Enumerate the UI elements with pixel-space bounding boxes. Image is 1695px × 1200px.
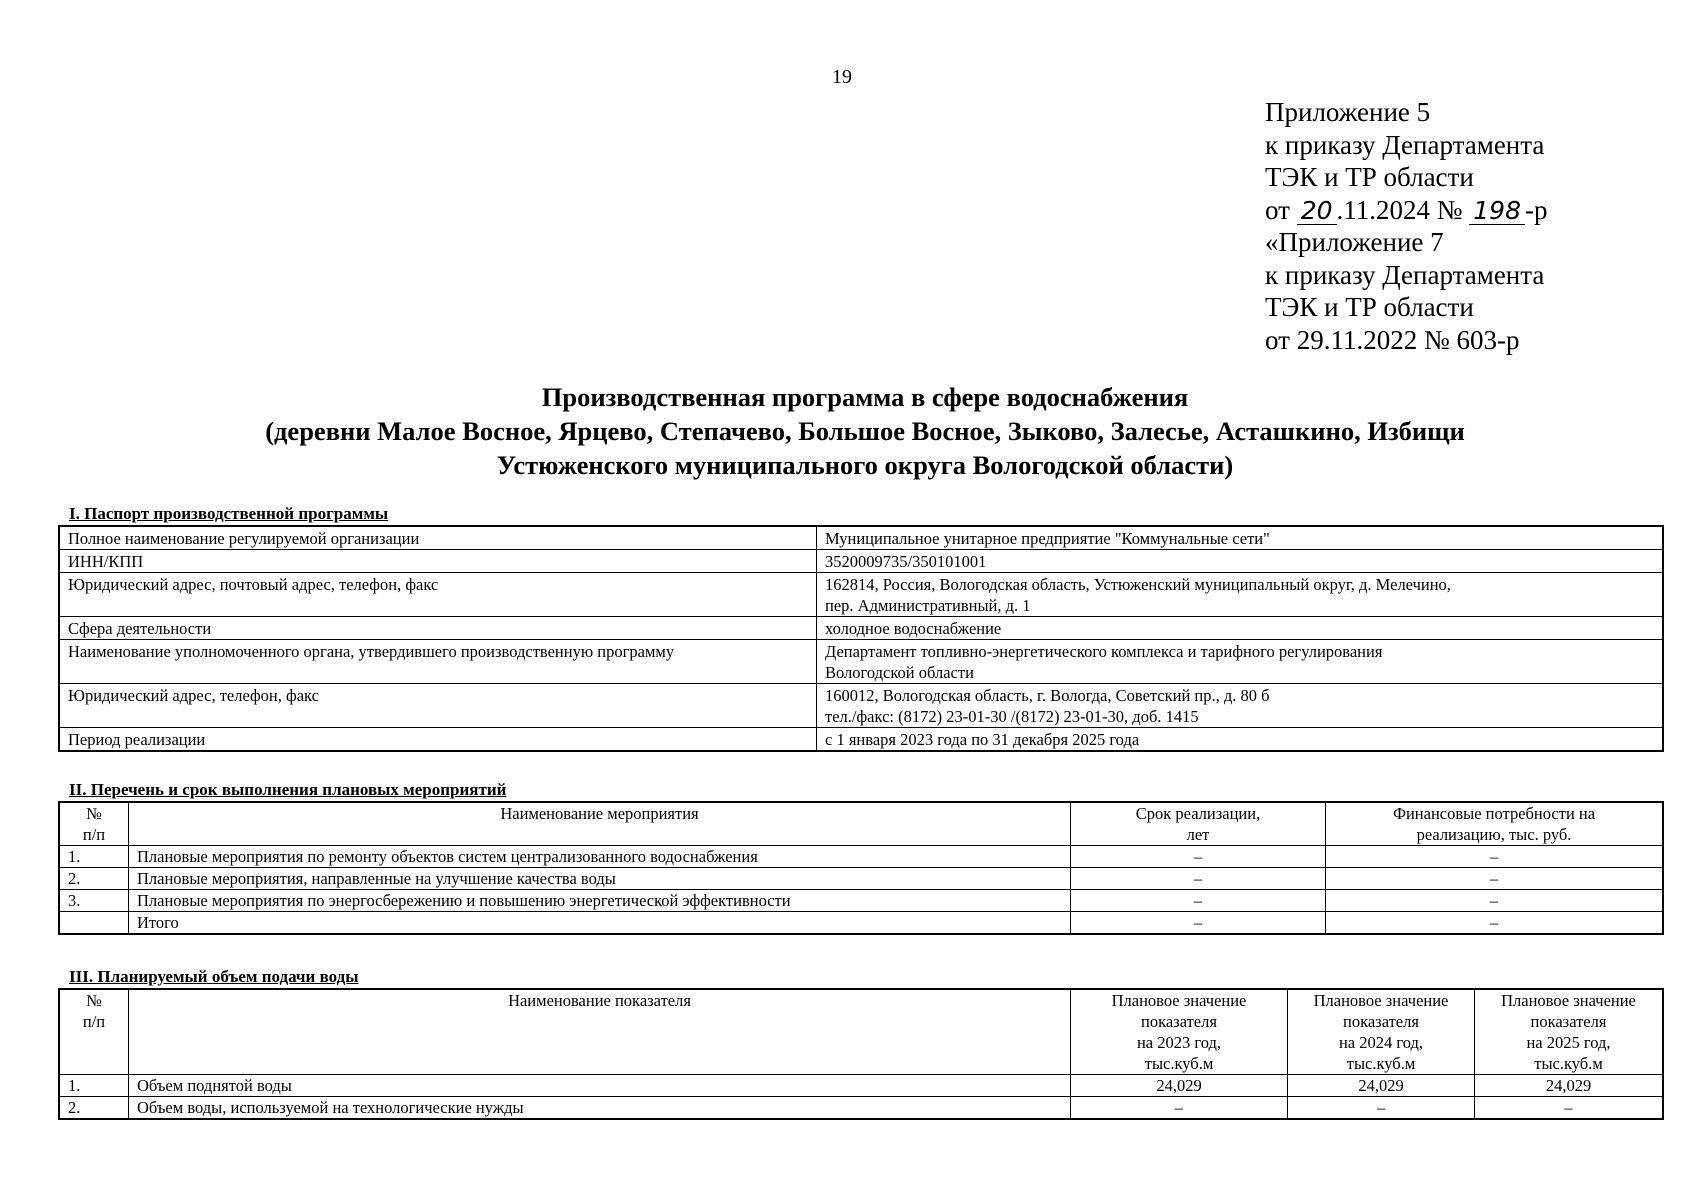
- header-line: №: [86, 991, 102, 1010]
- table-cell: –: [1475, 1097, 1664, 1120]
- table-row: [59, 617, 1663, 640]
- section-3-title: III. Планируемый объем подачи воды: [69, 967, 359, 986]
- header-line: лет: [1186, 825, 1210, 844]
- header-line: Плановое значение: [1501, 991, 1636, 1010]
- table-row: [59, 868, 1663, 890]
- header-line: тыс.куб.м: [1534, 1054, 1603, 1073]
- table-row: [59, 640, 1663, 684]
- table-row: [59, 1075, 1663, 1097]
- cell-line: 160012, Вологодская область, г. Вологда, Советский пр., д. 80 б: [825, 686, 1270, 705]
- header-line: Срок реализации,: [1135, 804, 1261, 823]
- table-cell: 24,029: [1071, 1075, 1288, 1097]
- header-cell: [1326, 802, 1664, 846]
- appendix-line: «Приложение 7: [1265, 227, 1444, 257]
- appendix-line: ТЭК и ТР области: [1265, 162, 1474, 192]
- table-cell: –: [1326, 846, 1664, 868]
- table-row: [59, 890, 1663, 912]
- table-cell: 2.: [59, 868, 129, 890]
- table-cell: Наименование уполномоченного органа, утвердившего производственную программу: [59, 640, 817, 684]
- table-cell: Объем поднятой воды: [129, 1075, 1071, 1097]
- header-line: №: [86, 804, 102, 823]
- table-cell: [817, 640, 1664, 684]
- title-line: Производственная программа в сфере водоснабжения: [541, 382, 1189, 412]
- table-cell: Плановые мероприятия по энергосбережению и повышению энергетической эффективности: [129, 890, 1071, 912]
- header-cell: Наименование показателя: [129, 989, 1071, 1075]
- appendix-line: Приложение 5: [1265, 97, 1431, 127]
- table-cell: –: [1326, 868, 1664, 890]
- order-prefix: от: [1265, 194, 1297, 225]
- table-cell: [817, 684, 1664, 728]
- header-line: на 2025 год,: [1526, 1033, 1611, 1052]
- table-cell: –: [1071, 868, 1326, 890]
- handwritten-number: 198: [1469, 198, 1525, 225]
- table-cell: [817, 573, 1664, 617]
- order-date-line: [1265, 194, 1548, 227]
- table-cell: ИНН/КПП: [59, 550, 817, 573]
- table-cell: Плановые мероприятия, направленные на улучшение качества воды: [129, 868, 1071, 890]
- header-line: п/п: [82, 825, 106, 844]
- title-line: (деревни Малое Восное, Ярцево, Степачево, Большое Восное, Зыково, Залесье, Асташкино, Избищи: [265, 416, 1465, 446]
- header-line: на 2023 год,: [1136, 1033, 1222, 1052]
- table-cell: Итого: [129, 912, 1071, 935]
- cell-line: 162814, Россия, Вологодская область, Устюженский муниципальный округ, д. Мелечино,: [825, 575, 1451, 594]
- cell-line: пер. Административный, д. 1: [825, 596, 1031, 615]
- table-cell: Сфера деятельности: [59, 617, 817, 640]
- table-cell: с 1 января 2023 года по 31 декабря 2025 года: [817, 728, 1664, 752]
- order-suffix: -р: [1525, 194, 1548, 225]
- section-1-title: I. Паспорт производственной программы: [69, 504, 389, 523]
- order-mid: .11.2024 №: [1336, 194, 1470, 225]
- table-cell: [59, 912, 129, 935]
- header-line: тыс.куб.м: [1346, 1054, 1416, 1073]
- appendix-line: ТЭК и ТР области: [1265, 292, 1474, 322]
- table-cell: –: [1071, 846, 1326, 868]
- header-line: на 2024 год,: [1338, 1033, 1424, 1052]
- cell-line: тел./факс: (8172) 23-01-30 /(8172) 23-01-30, доб. 1415: [825, 707, 1199, 726]
- handwritten-day: 20: [1297, 198, 1337, 225]
- header-cell: [59, 989, 129, 1075]
- page-number: 19: [832, 66, 852, 88]
- table-cell: 3.: [59, 890, 129, 912]
- table-cell: –: [1326, 912, 1664, 935]
- table-row: [59, 550, 1663, 573]
- table-cell: Муниципальное унитарное предприятие "Коммунальные сети": [817, 526, 1664, 550]
- header-line: п/п: [82, 1012, 106, 1031]
- cell-line: Департамент топливно-энергетического комплекса и тарифного регулирования: [825, 642, 1383, 661]
- table-header-row: [59, 989, 1663, 1075]
- table-row: [59, 526, 1663, 550]
- header-line: Плановое значение: [1313, 991, 1449, 1010]
- appendix-line: к приказу Департамента: [1265, 129, 1545, 160]
- header-cell: Наименование мероприятия: [129, 802, 1071, 846]
- supply-table: [58, 988, 1664, 1120]
- table-cell: Юридический адрес, почтовый адрес, телефон, факс: [59, 573, 817, 617]
- title-line: Устюженского муниципального округа Вологодской области): [496, 450, 1234, 480]
- table-cell: 1.: [59, 1075, 129, 1097]
- table-cell: Период реализации: [59, 728, 817, 752]
- header-line: показателя: [1141, 1012, 1217, 1031]
- header-cell: [1071, 802, 1326, 846]
- table-cell: Плановые мероприятия по ремонту объектов систем централизованного водоснабжения: [129, 846, 1071, 868]
- table-cell: –: [1288, 1097, 1475, 1120]
- table-cell: 24,029: [1288, 1075, 1475, 1097]
- header-line: показателя: [1530, 1012, 1607, 1031]
- table-cell: Полное наименование регулируемой организации: [59, 526, 817, 550]
- header-cell: [59, 802, 129, 846]
- table-cell: 3520009735/350101001: [817, 550, 1664, 573]
- table-row: [59, 728, 1663, 752]
- appendix-block: [1265, 96, 1548, 356]
- table-cell: холодное водоснабжение: [817, 617, 1664, 640]
- table-row: [59, 846, 1663, 868]
- table-cell: 1.: [59, 846, 129, 868]
- header-line: реализацию, тыс. руб.: [1416, 825, 1572, 844]
- header-line: тыс.куб.м: [1144, 1054, 1214, 1073]
- table-row: [59, 573, 1663, 617]
- table-cell: 2.: [59, 1097, 129, 1120]
- header-cell: [1071, 989, 1288, 1075]
- table-header-row: [59, 802, 1663, 846]
- table-cell: –: [1326, 890, 1664, 912]
- header-line: показателя: [1343, 1012, 1419, 1031]
- table-cell: Юридический адрес, телефон, факс: [59, 684, 817, 728]
- table-row: [59, 912, 1663, 935]
- document-title: [0, 380, 1695, 482]
- cell-line: Вологодской области: [825, 663, 974, 682]
- header-line: Финансовые потребности на: [1392, 804, 1596, 823]
- table-row: [59, 684, 1663, 728]
- header-cell: [1475, 989, 1664, 1075]
- header-cell: [1288, 989, 1475, 1075]
- table-cell: 24,029: [1475, 1075, 1664, 1097]
- table-row: [59, 1097, 1663, 1120]
- events-table: [58, 801, 1664, 935]
- appendix-line: от 29.11.2022 № 603-р: [1265, 324, 1520, 355]
- table-cell: Объем воды, используемой на технологические нужды: [129, 1097, 1071, 1120]
- appendix-line: к приказу Департамента: [1265, 259, 1545, 290]
- section-2-title: II. Перечень и срок выполнения плановых мероприятий: [69, 780, 507, 799]
- table-cell: –: [1071, 1097, 1288, 1120]
- table-cell: –: [1071, 912, 1326, 935]
- passport-table: [58, 525, 1664, 752]
- header-line: Плановое значение: [1111, 991, 1247, 1010]
- table-cell: –: [1071, 890, 1326, 912]
